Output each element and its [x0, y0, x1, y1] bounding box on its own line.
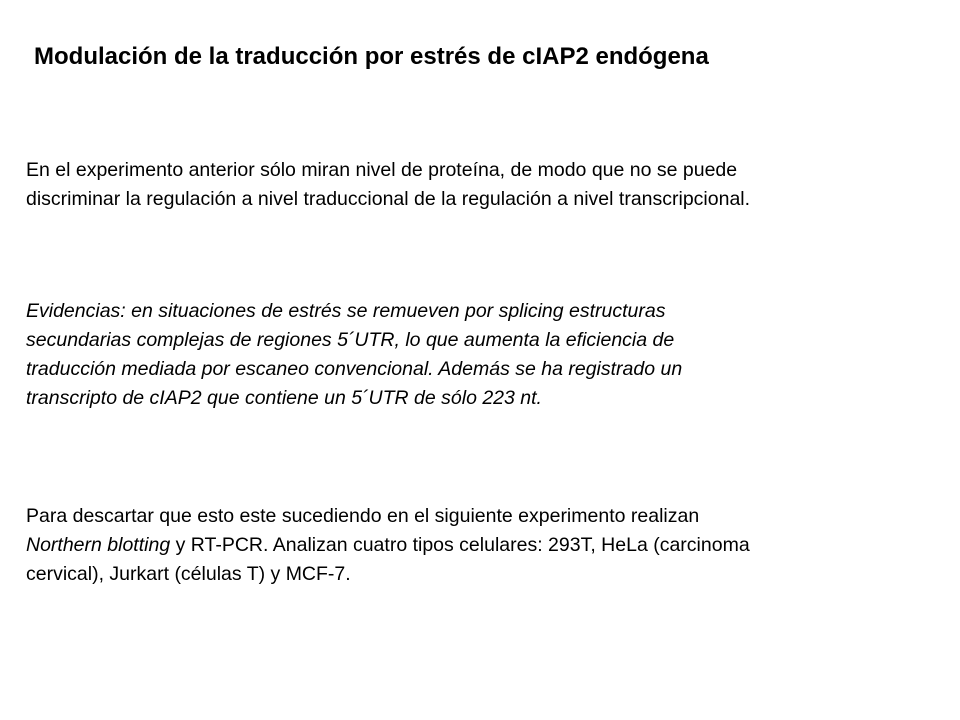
- text-line: [26, 531, 750, 560]
- paragraph-experiment: [26, 502, 750, 589]
- text-line: secundarias complejas de regiones 5´UTR, lo que aumenta la eficiencia de: [26, 329, 675, 351]
- slide-title: Modulación de la traducción por estrés de cIAP2 endógena: [34, 43, 709, 70]
- text-line: discriminar la regulación a nivel traduccional de la regulación a nivel transcripcional.: [26, 188, 751, 210]
- text-line: Para descartar que esto este sucediendo en el siguiente experimento realizan: [26, 505, 700, 527]
- text-segment: y RT-PCR. Analizan cuatro tipos celulares: 293T, HeLa (carcinoma: [170, 534, 750, 556]
- text-line: cervical), Jurkart (células T) y MCF-7.: [26, 563, 351, 585]
- text-line: transcripto de cIAP2 que contiene un 5´UTR de sólo 223 nt.: [26, 387, 542, 409]
- text-line: traducción mediada por escaneo convencional. Además se ha registrado un: [26, 358, 683, 380]
- text-line: Evidencias: en situaciones de estrés se remueven por splicing estructuras: [26, 300, 666, 322]
- italic-term-northern-blotting: Northern blotting: [26, 534, 171, 556]
- paragraph-protein-level: [26, 156, 750, 214]
- text-line: En el experimento anterior sólo miran nivel de proteína, de modo que no se puede: [26, 159, 738, 181]
- paragraph-evidence: [26, 297, 682, 413]
